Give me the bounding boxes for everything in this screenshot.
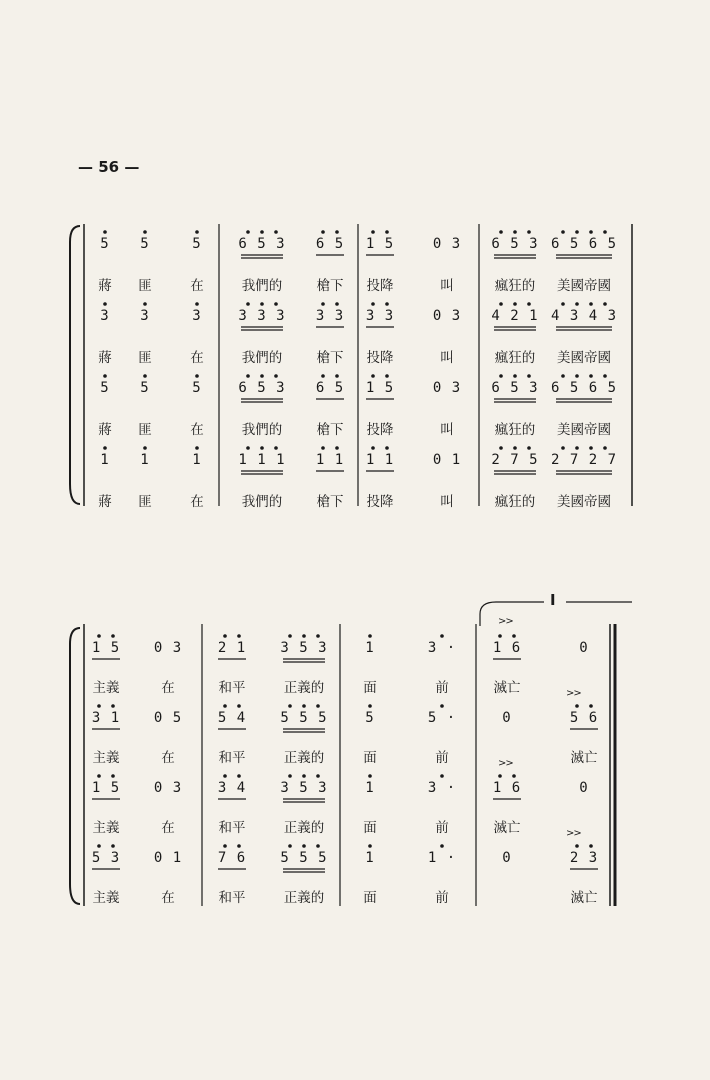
octave-dot [260, 302, 264, 306]
octave-dot [143, 302, 147, 306]
octave-dot [97, 704, 101, 708]
lyric-cell: 蔣 [98, 422, 112, 438]
octave-dot [195, 230, 199, 234]
notation-cell: 6 5 [315, 380, 345, 396]
notation-cell: 0 3 [153, 780, 183, 796]
octave-dot [111, 704, 115, 708]
octave-dot [302, 844, 306, 848]
octave-dot [237, 704, 241, 708]
notation-cell: 0 3 [153, 640, 183, 656]
octave-dot [561, 302, 565, 306]
octave-dot [335, 446, 339, 450]
notation-cell: 4 3 4 3 [550, 308, 618, 324]
lyric-cell: 瘋狂的 [494, 422, 536, 438]
octave-dot [589, 230, 593, 234]
octave-dot [513, 302, 517, 306]
octave-dot [527, 302, 531, 306]
octave-dot [321, 230, 325, 234]
octave-dot [589, 302, 593, 306]
lyric-cell: 主義 [92, 890, 120, 906]
lyric-cell: 槍下 [316, 278, 344, 294]
notation-cell: 4 2 1 [491, 308, 539, 324]
octave-dot [499, 446, 503, 450]
lyric-cell: 滅亡 [570, 890, 598, 906]
octave-dot [246, 374, 250, 378]
octave-dot [371, 446, 375, 450]
lyric-cell: 和平 [218, 890, 246, 906]
score-system-1 [66, 222, 636, 512]
octave-dot [103, 302, 107, 306]
octave-dot [371, 230, 375, 234]
octave-dot [246, 230, 250, 234]
notation-cell: 6 5 3 [238, 236, 286, 252]
lyric-cell: 槍下 [316, 350, 344, 366]
notation-cell: 5 [192, 380, 202, 396]
lyric-cell: 我們的 [241, 422, 283, 438]
lyric-cell: 蔣 [98, 350, 112, 366]
octave-dot [316, 634, 320, 638]
notation-cell: 0 3 [432, 308, 462, 324]
octave-dot [499, 374, 503, 378]
octave-dot [371, 302, 375, 306]
notation-cell: 3 [140, 308, 150, 324]
octave-dot [371, 374, 375, 378]
notation-cell: 0 1 [432, 452, 462, 468]
lyric-cell: 蔣 [98, 278, 112, 294]
notation-cell: 6 5 6 5 [550, 236, 618, 252]
octave-dot [513, 446, 517, 450]
lyric-cell: 正義的 [283, 750, 325, 766]
octave-dot [527, 446, 531, 450]
octave-dot [335, 374, 339, 378]
notation-cell: 5 [140, 236, 150, 252]
lyric-cell: 面 [363, 680, 377, 696]
octave-dot [589, 844, 593, 848]
notation-cell: 3 4 [217, 780, 247, 796]
notation-cell: 5 [100, 380, 110, 396]
accent-mark: >> [566, 828, 581, 839]
octave-dot [527, 374, 531, 378]
notation-cell: 1 1 [315, 452, 345, 468]
octave-dot [589, 704, 593, 708]
lyric-cell: 在 [161, 820, 175, 836]
octave-dot [316, 774, 320, 778]
lyric-cell: 和平 [218, 750, 246, 766]
notation-cell: 5 4 [217, 710, 247, 726]
octave-dot [575, 374, 579, 378]
lyric-cell: 在 [161, 890, 175, 906]
octave-dot [440, 634, 444, 638]
lyric-cell: 正義的 [283, 820, 325, 836]
octave-dot [603, 446, 607, 450]
notation-cell: 1 [365, 640, 375, 656]
octave-dot [111, 634, 115, 638]
octave-dot [223, 634, 227, 638]
notation-cell: 1 1 [365, 452, 395, 468]
notation-cell: 7 6 [217, 850, 247, 866]
octave-dot [368, 844, 372, 848]
notation-cell: 1 5 [365, 380, 395, 396]
octave-dot [260, 374, 264, 378]
octave-dot [246, 446, 250, 450]
octave-dot [513, 230, 517, 234]
octave-dot [97, 844, 101, 848]
lyric-cell: 和平 [218, 680, 246, 696]
lyric-cell: 槍下 [316, 494, 344, 510]
octave-dot [321, 302, 325, 306]
notation-cell: 1 [365, 780, 375, 796]
lyric-cell: 前 [435, 750, 449, 766]
lyric-cell: 在 [161, 750, 175, 766]
lyric-cell: 我們的 [241, 278, 283, 294]
notation-cell: 1 [140, 452, 150, 468]
octave-dot [316, 844, 320, 848]
octave-dot [103, 374, 107, 378]
notation-cell: 3 5 3 [280, 780, 328, 796]
octave-dot [385, 374, 389, 378]
score-system-2 [66, 590, 636, 910]
octave-dot [321, 374, 325, 378]
octave-dot [274, 302, 278, 306]
octave-dot [575, 230, 579, 234]
octave-dot [368, 634, 372, 638]
notation-cell: 6 5 3 [491, 380, 539, 396]
lyric-cell: 面 [363, 890, 377, 906]
octave-dot [302, 774, 306, 778]
notation-cell: 1 · [427, 850, 457, 866]
octave-dot [385, 302, 389, 306]
octave-dot [575, 446, 579, 450]
octave-dot [260, 446, 264, 450]
octave-dot [97, 774, 101, 778]
octave-dot [499, 230, 503, 234]
accent-mark: >> [498, 758, 513, 769]
notation-cell: 2 1 [217, 640, 247, 656]
octave-dot [237, 774, 241, 778]
octave-dot [440, 844, 444, 848]
notation-cell: 0 5 [153, 710, 183, 726]
notation-cell: 3 3 3 [238, 308, 286, 324]
octave-dot [512, 774, 516, 778]
octave-dot [260, 230, 264, 234]
notation-cell: 3 · [427, 780, 457, 796]
notation-cell: 5 3 [91, 850, 121, 866]
lyric-cell: 蔣 [98, 494, 112, 510]
octave-dot [368, 774, 372, 778]
ending-label: I [550, 591, 556, 609]
lyric-cell: 匪 [138, 278, 152, 294]
lyric-cell: 面 [363, 750, 377, 766]
accent-mark: >> [498, 616, 513, 627]
notation-cell: 0 3 [432, 236, 462, 252]
lyric-cell: 美國帝國 [557, 494, 611, 510]
lyric-cell: 叫 [440, 350, 454, 366]
octave-dot [368, 704, 372, 708]
notation-cell: 6 5 3 [491, 236, 539, 252]
octave-dot [223, 774, 227, 778]
octave-dot [288, 774, 292, 778]
lyric-cell: 主義 [92, 820, 120, 836]
notation-cell: 0 [579, 640, 589, 656]
notation-cell: 3 5 3 [280, 640, 328, 656]
lyric-cell: 正義的 [283, 890, 325, 906]
octave-dot [237, 844, 241, 848]
lyric-cell: 滅亡 [570, 750, 598, 766]
octave-dot [603, 302, 607, 306]
octave-dot [237, 634, 241, 638]
lyric-cell: 叫 [440, 422, 454, 438]
notation-cell: 2 7 2 7 [550, 452, 618, 468]
octave-dot [512, 634, 516, 638]
octave-dot [288, 634, 292, 638]
notation-cell: 3 1 [91, 710, 121, 726]
octave-dot [385, 230, 389, 234]
octave-dot [288, 844, 292, 848]
lyric-cell: 瘋狂的 [494, 494, 536, 510]
notation-cell: 5 5 5 [280, 850, 328, 866]
lyric-cell: 前 [435, 890, 449, 906]
octave-dot [575, 704, 579, 708]
notation-cell: 5 [192, 236, 202, 252]
notation-cell: 2 7 5 [491, 452, 539, 468]
lyric-cell: 投降 [366, 494, 394, 510]
lyric-cell: 瘋狂的 [494, 278, 536, 294]
notation-cell: 1 5 [91, 780, 121, 796]
notation-cell: 0 1 [153, 850, 183, 866]
octave-dot [575, 302, 579, 306]
lyric-cell: 匪 [138, 494, 152, 510]
octave-dot [561, 446, 565, 450]
accent-mark: >> [566, 688, 581, 699]
lyric-cell: 匪 [138, 422, 152, 438]
octave-dot [575, 844, 579, 848]
lyric-cell: 前 [435, 680, 449, 696]
octave-dot [316, 704, 320, 708]
octave-dot [589, 446, 593, 450]
octave-dot [111, 844, 115, 848]
octave-dot [111, 774, 115, 778]
lyric-cell: 在 [190, 278, 204, 294]
notation-cell: 1 [100, 452, 110, 468]
notation-cell: 1 1 1 [238, 452, 286, 468]
lyric-cell: 滅亡 [493, 820, 521, 836]
lyric-cell: 美國帝國 [557, 350, 611, 366]
octave-dot [97, 634, 101, 638]
octave-dot [302, 704, 306, 708]
notation-cell: 5 6 [569, 710, 599, 726]
notation-cell: 5 · [427, 710, 457, 726]
octave-dot [499, 302, 503, 306]
lyric-cell: 和平 [218, 820, 246, 836]
octave-dot [498, 774, 502, 778]
octave-dot [603, 374, 607, 378]
lyric-cell: 瘋狂的 [494, 350, 536, 366]
octave-dot [223, 844, 227, 848]
octave-dot [195, 446, 199, 450]
notation-cell: 1 [365, 850, 375, 866]
octave-dot [103, 446, 107, 450]
lyric-cell: 在 [190, 422, 204, 438]
notation-cell: 1 6 [492, 780, 522, 796]
notation-cell: 2 3 [569, 850, 599, 866]
octave-dot [513, 374, 517, 378]
octave-dot [246, 302, 250, 306]
octave-dot [561, 374, 565, 378]
lyric-cell: 在 [161, 680, 175, 696]
notation-cell: 6 5 [315, 236, 345, 252]
lyric-cell: 主義 [92, 750, 120, 766]
lyric-cell: 叫 [440, 494, 454, 510]
lyric-cell: 前 [435, 820, 449, 836]
octave-dot [498, 634, 502, 638]
notation-cell: 3 [100, 308, 110, 324]
lyric-cell: 滅亡 [493, 680, 521, 696]
octave-dot [143, 374, 147, 378]
lyric-cell: 在 [190, 350, 204, 366]
lyric-cell: 我們的 [241, 494, 283, 510]
octave-dot [589, 374, 593, 378]
lyric-cell: 投降 [366, 278, 394, 294]
octave-dot [603, 230, 607, 234]
lyric-cell: 正義的 [283, 680, 325, 696]
notation-cell: 3 [192, 308, 202, 324]
notation-cell: 1 6 [492, 640, 522, 656]
system-1-lines [66, 222, 636, 512]
notation-cell: 5 [365, 710, 375, 726]
notation-cell: 0 [579, 780, 589, 796]
octave-dot [440, 704, 444, 708]
lyric-cell: 面 [363, 820, 377, 836]
octave-dot [527, 230, 531, 234]
notation-cell: 6 5 3 [238, 380, 286, 396]
octave-dot [274, 230, 278, 234]
octave-dot [385, 446, 389, 450]
notation-cell: 0 3 [432, 380, 462, 396]
lyric-cell: 主義 [92, 680, 120, 696]
notation-cell: 1 [192, 452, 202, 468]
lyric-cell: 叫 [440, 278, 454, 294]
octave-dot [335, 302, 339, 306]
notation-cell: 1 5 [91, 640, 121, 656]
notation-cell: 3 3 [315, 308, 345, 324]
octave-dot [321, 446, 325, 450]
octave-dot [561, 230, 565, 234]
brace-left [70, 628, 80, 904]
octave-dot [302, 634, 306, 638]
notation-cell: 3 · [427, 640, 457, 656]
lyric-cell: 投降 [366, 422, 394, 438]
notation-cell: 6 5 6 5 [550, 380, 618, 396]
lyric-cell: 在 [190, 494, 204, 510]
octave-dot [103, 230, 107, 234]
octave-dot [274, 374, 278, 378]
octave-dot [335, 230, 339, 234]
system-2-lines [66, 590, 636, 910]
octave-dot [440, 774, 444, 778]
lyric-cell: 我們的 [241, 350, 283, 366]
lyric-cell: 美國帝國 [557, 278, 611, 294]
notation-cell: 3 3 [365, 308, 395, 324]
octave-dot [195, 374, 199, 378]
octave-dot [274, 446, 278, 450]
octave-dot [223, 704, 227, 708]
octave-dot [143, 446, 147, 450]
notation-cell: 0 [502, 850, 512, 866]
lyric-cell: 槍下 [316, 422, 344, 438]
page-number: — 56 — [78, 158, 140, 176]
notation-cell: 5 [140, 380, 150, 396]
octave-dot [143, 230, 147, 234]
lyric-cell: 匪 [138, 350, 152, 366]
lyric-cell: 美國帝國 [557, 422, 611, 438]
notation-cell: 5 [100, 236, 110, 252]
brace-left [70, 226, 80, 504]
octave-dot [288, 704, 292, 708]
lyric-cell: 投降 [366, 350, 394, 366]
notation-cell: 0 [502, 710, 512, 726]
octave-dot [195, 302, 199, 306]
notation-cell: 5 5 5 [280, 710, 328, 726]
notation-cell: 1 5 [365, 236, 395, 252]
